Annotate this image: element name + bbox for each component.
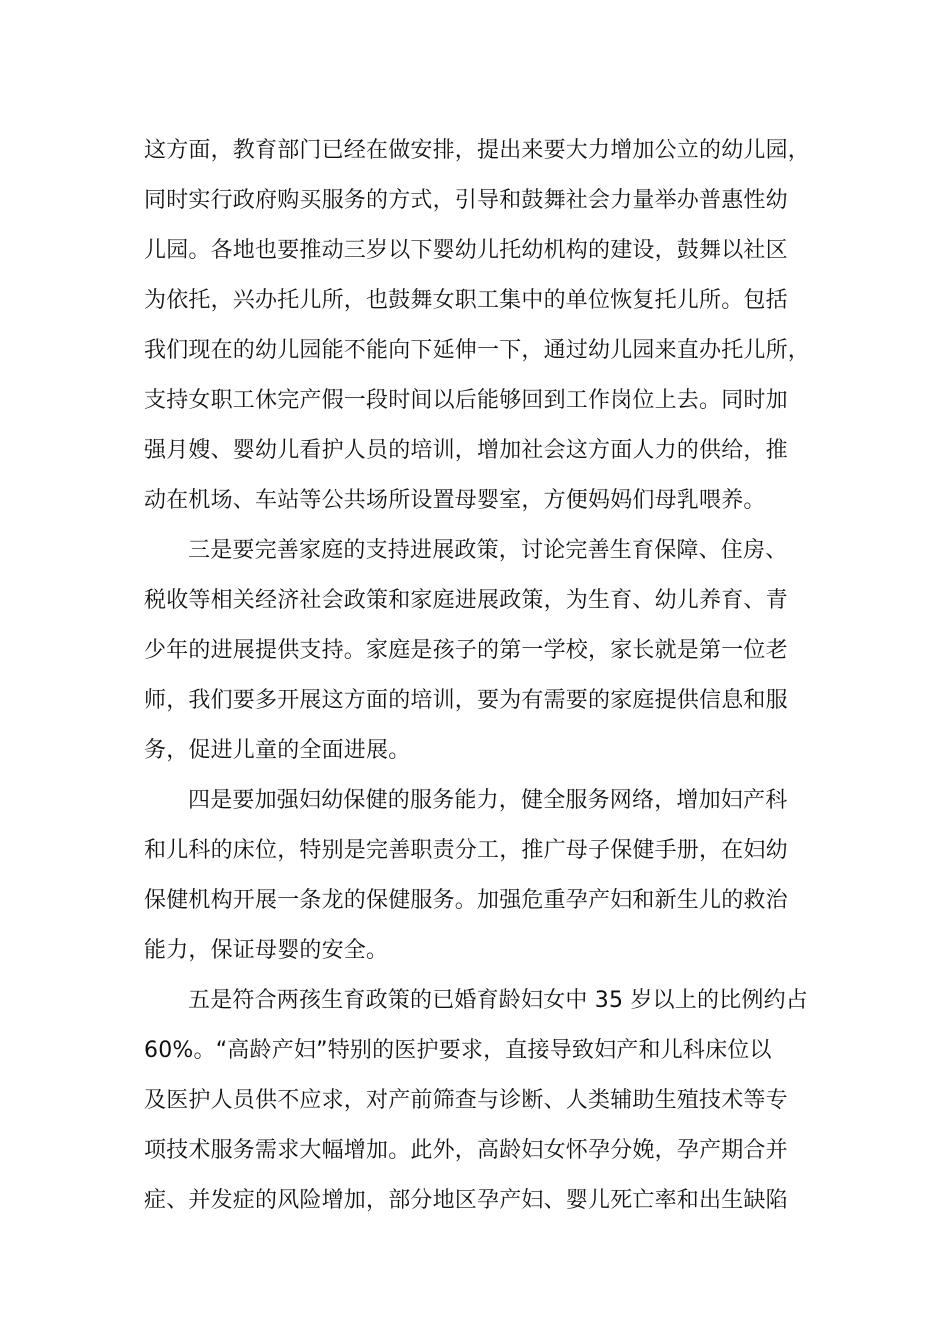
paragraph-start-line: 三是要完善家庭的支持进展政策，讨论完善生育保障、住房、 <box>188 538 788 563</box>
paragraph-start-line: 五是符合两孩生育政策的已婚育龄妇女中 35 岁以上的比例约占 <box>188 988 808 1013</box>
text-line: 少年的进展提供支持。家庭是孩子的第一学校，家长就是第一位老 <box>144 638 788 663</box>
text-line: 60%。“高龄产妇”特别的医护要求，直接导致妇产和儿科床位以 <box>144 1038 772 1063</box>
text-line: 务，促进儿童的全面进展。 <box>144 738 411 763</box>
text-line: 同时实行政府购买服务的方式，引导和鼓舞社会力量举办普惠性幼 <box>144 188 788 213</box>
text-line: 症、并发症的风险增加，部分地区孕产妇、婴儿死亡率和出生缺陷 <box>144 1188 788 1213</box>
text-line: 这方面，教育部门已经在做安排，提出来要大力增加公立的幼儿园， <box>144 138 811 163</box>
text-line: 为依托，兴办托儿所，也鼓舞女职工集中的单位恢复托儿所。包括 <box>144 288 788 313</box>
text-line: 及医护人员供不应求，对产前筛查与诊断、人类辅助生殖技术等专 <box>144 1088 788 1113</box>
text-line: 能力，保证母婴的安全。 <box>144 938 389 963</box>
text-line: 我们现在的幼儿园能不能向下延伸一下，通过幼儿园来直办托儿所， <box>144 338 811 363</box>
paragraph-start-line: 四是要加强妇幼保健的服务能力，健全服务网络，增加妇产科 <box>188 788 788 813</box>
text-line: 保健机构开展一条龙的保健服务。加强危重孕产妇和新生儿的救治 <box>144 888 788 913</box>
text-line: 支持女职工休完产假一段时间以后能够回到工作岗位上去。同时加 <box>144 388 788 413</box>
text-line: 税收等相关经济社会政策和家庭进展政策，为生育、幼儿养育、青 <box>144 588 788 613</box>
text-line: 动在机场、车站等公共场所设置母婴室，方便妈妈们母乳喂养。 <box>144 488 766 513</box>
text-line: 强月嫂、婴幼儿看护人员的培训，增加社会这方面人力的供给，推 <box>144 438 788 463</box>
text-line: 师，我们要多开展这方面的培训，要为有需要的家庭提供信息和服 <box>144 688 788 713</box>
text-line: 儿园。各地也要推动三岁以下婴幼儿托幼机构的建设，鼓舞以社区 <box>144 238 788 263</box>
text-line: 和儿科的床位，特别是完善职责分工，推广母子保健手册，在妇幼 <box>144 838 788 863</box>
text-line: 项技术服务需求大幅增加。此外，高龄妇女怀孕分娩，孕产期合并 <box>144 1138 788 1163</box>
